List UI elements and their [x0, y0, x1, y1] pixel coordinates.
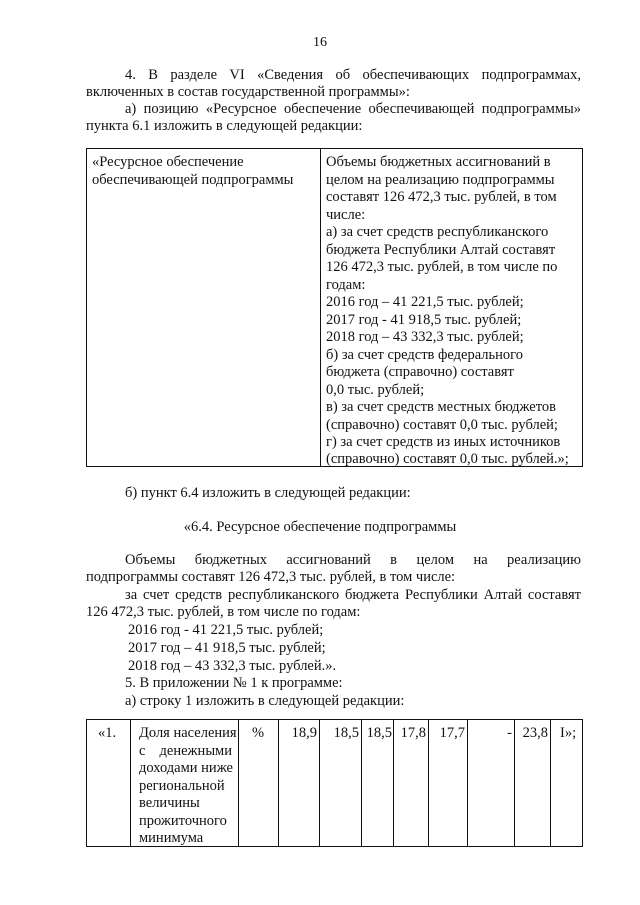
resource-table-text-line: составят 126 472,3 тыс. рублей, в том [326, 189, 557, 205]
indicator-value: - [507, 725, 512, 741]
para-5a: а) строку 1 изложить в следующей редакции: [125, 693, 405, 709]
indicator-value: 17,8 [400, 725, 426, 741]
indicator-value: 18,5 [333, 725, 359, 741]
indicator-name-line: прожиточного [139, 812, 227, 829]
resource-table-text-line: в) за счет средств местных бюджетов [326, 399, 556, 415]
resource-table-text-line: числе: [326, 206, 366, 223]
resource-table-text-line: 2016 год – 41 221,5 тыс. рублей; [326, 294, 524, 310]
resource-table-text-line: 2018 год – 43 332,3 тыс. рублей; [326, 329, 524, 345]
indicator-name-line: Доля населения [139, 725, 237, 741]
indicator-value: 17,7 [439, 725, 465, 741]
resource-table-text-line: 2017 год - 41 918,5 тыс. рублей; [326, 311, 522, 328]
para-b: б) пункт 6.4 изложить в следующей редакции: [125, 485, 411, 501]
indicator-table-divider [238, 719, 239, 846]
resource-table-text-line: (справочно) составят 0,0 тыс. рублей.»; [326, 451, 569, 467]
indicator-name-line: с денежными [139, 742, 232, 759]
section-6-4-heading: «6.4. Ресурсное обеспечение подпрограммы [183, 519, 457, 535]
year-2018-line: 2018 год – 43 332,3 тыс. рублей.». [128, 658, 337, 674]
para-4a-line-1: а) позицию «Ресурсное обеспечение обеспечивающей подпрограммы» [125, 101, 581, 117]
indicator-name-line: региональной [139, 777, 225, 794]
resource-table-label-line: «Ресурсное обеспечение [92, 154, 244, 170]
resource-table-label-line: обеспечивающей подпрограммы [92, 172, 294, 188]
indicator-name-line: минимума [139, 830, 204, 846]
para-6-4-line-1: Объемы бюджетных ассигнований в целом на реализацию [125, 552, 581, 568]
indicator-value: 18,9 [291, 725, 317, 741]
para-6-4-line-2: подпрограммы составят 126 472,3 тыс. рублей, в том числе: [86, 569, 456, 585]
para-4a-line-2: пункта 6.1 изложить в следующей редакции: [86, 118, 363, 134]
para-4-line-1: 4. В разделе VI «Сведения об обеспечивающих подпрограммах, [125, 67, 581, 83]
resource-table-text-line: 0,0 тыс. рублей; [326, 381, 425, 398]
resource-table-text-line: бюджета Республики Алтай составят [326, 241, 556, 258]
resource-table-text-line: бюджета (справочно) составят [326, 364, 514, 380]
resource-table-text-line: годам: [326, 276, 366, 293]
indicator-unit: % [252, 725, 265, 741]
resource-table-text-line: 126 472,3 тыс. рублей, в том числе по [326, 259, 558, 275]
page-number: 16 [313, 35, 327, 50]
indicator-last-cell: I»; [560, 725, 577, 741]
resource-table-text-line: б) за счет средств федерального [326, 346, 523, 363]
resource-table-text-line: целом на реализацию подпрограммы [326, 171, 555, 188]
para-5: 5. В приложении № 1 к программе: [125, 675, 343, 691]
indicator-number: «1. [98, 725, 117, 741]
year-2016-line: 2016 год - 41 221,5 тыс. рублей; [128, 622, 324, 638]
indicator-value: 18,5 [366, 725, 392, 741]
indicator-name-line: величины [139, 795, 200, 811]
resource-table-text-line: г) за счет средств из иных источников [326, 434, 561, 450]
resource-table-divider [320, 148, 321, 466]
para-6-4-line-4: 126 472,3 тыс. рублей, в том числе по годам: [86, 604, 361, 620]
resource-table-text-line: (справочно) составят 0,0 тыс. рублей; [326, 416, 558, 433]
indicator-value: 23,8 [522, 725, 548, 741]
indicator-table-divider [550, 719, 551, 846]
para-6-4-line-3: за счет средств республиканского бюджета Республики Алтай составят [125, 587, 581, 603]
year-2017-line: 2017 год – 41 918,5 тыс. рублей; [128, 640, 326, 656]
resource-table-text-line: а) за счет средств республиканского [326, 224, 549, 240]
indicator-table-divider [130, 719, 131, 846]
indicator-name-line: доходами ниже [139, 760, 233, 776]
para-4-line-2: включенных в состав государственной программы»: [86, 84, 410, 100]
resource-table-text-line: Объемы бюджетных ассигнований в [326, 154, 551, 170]
